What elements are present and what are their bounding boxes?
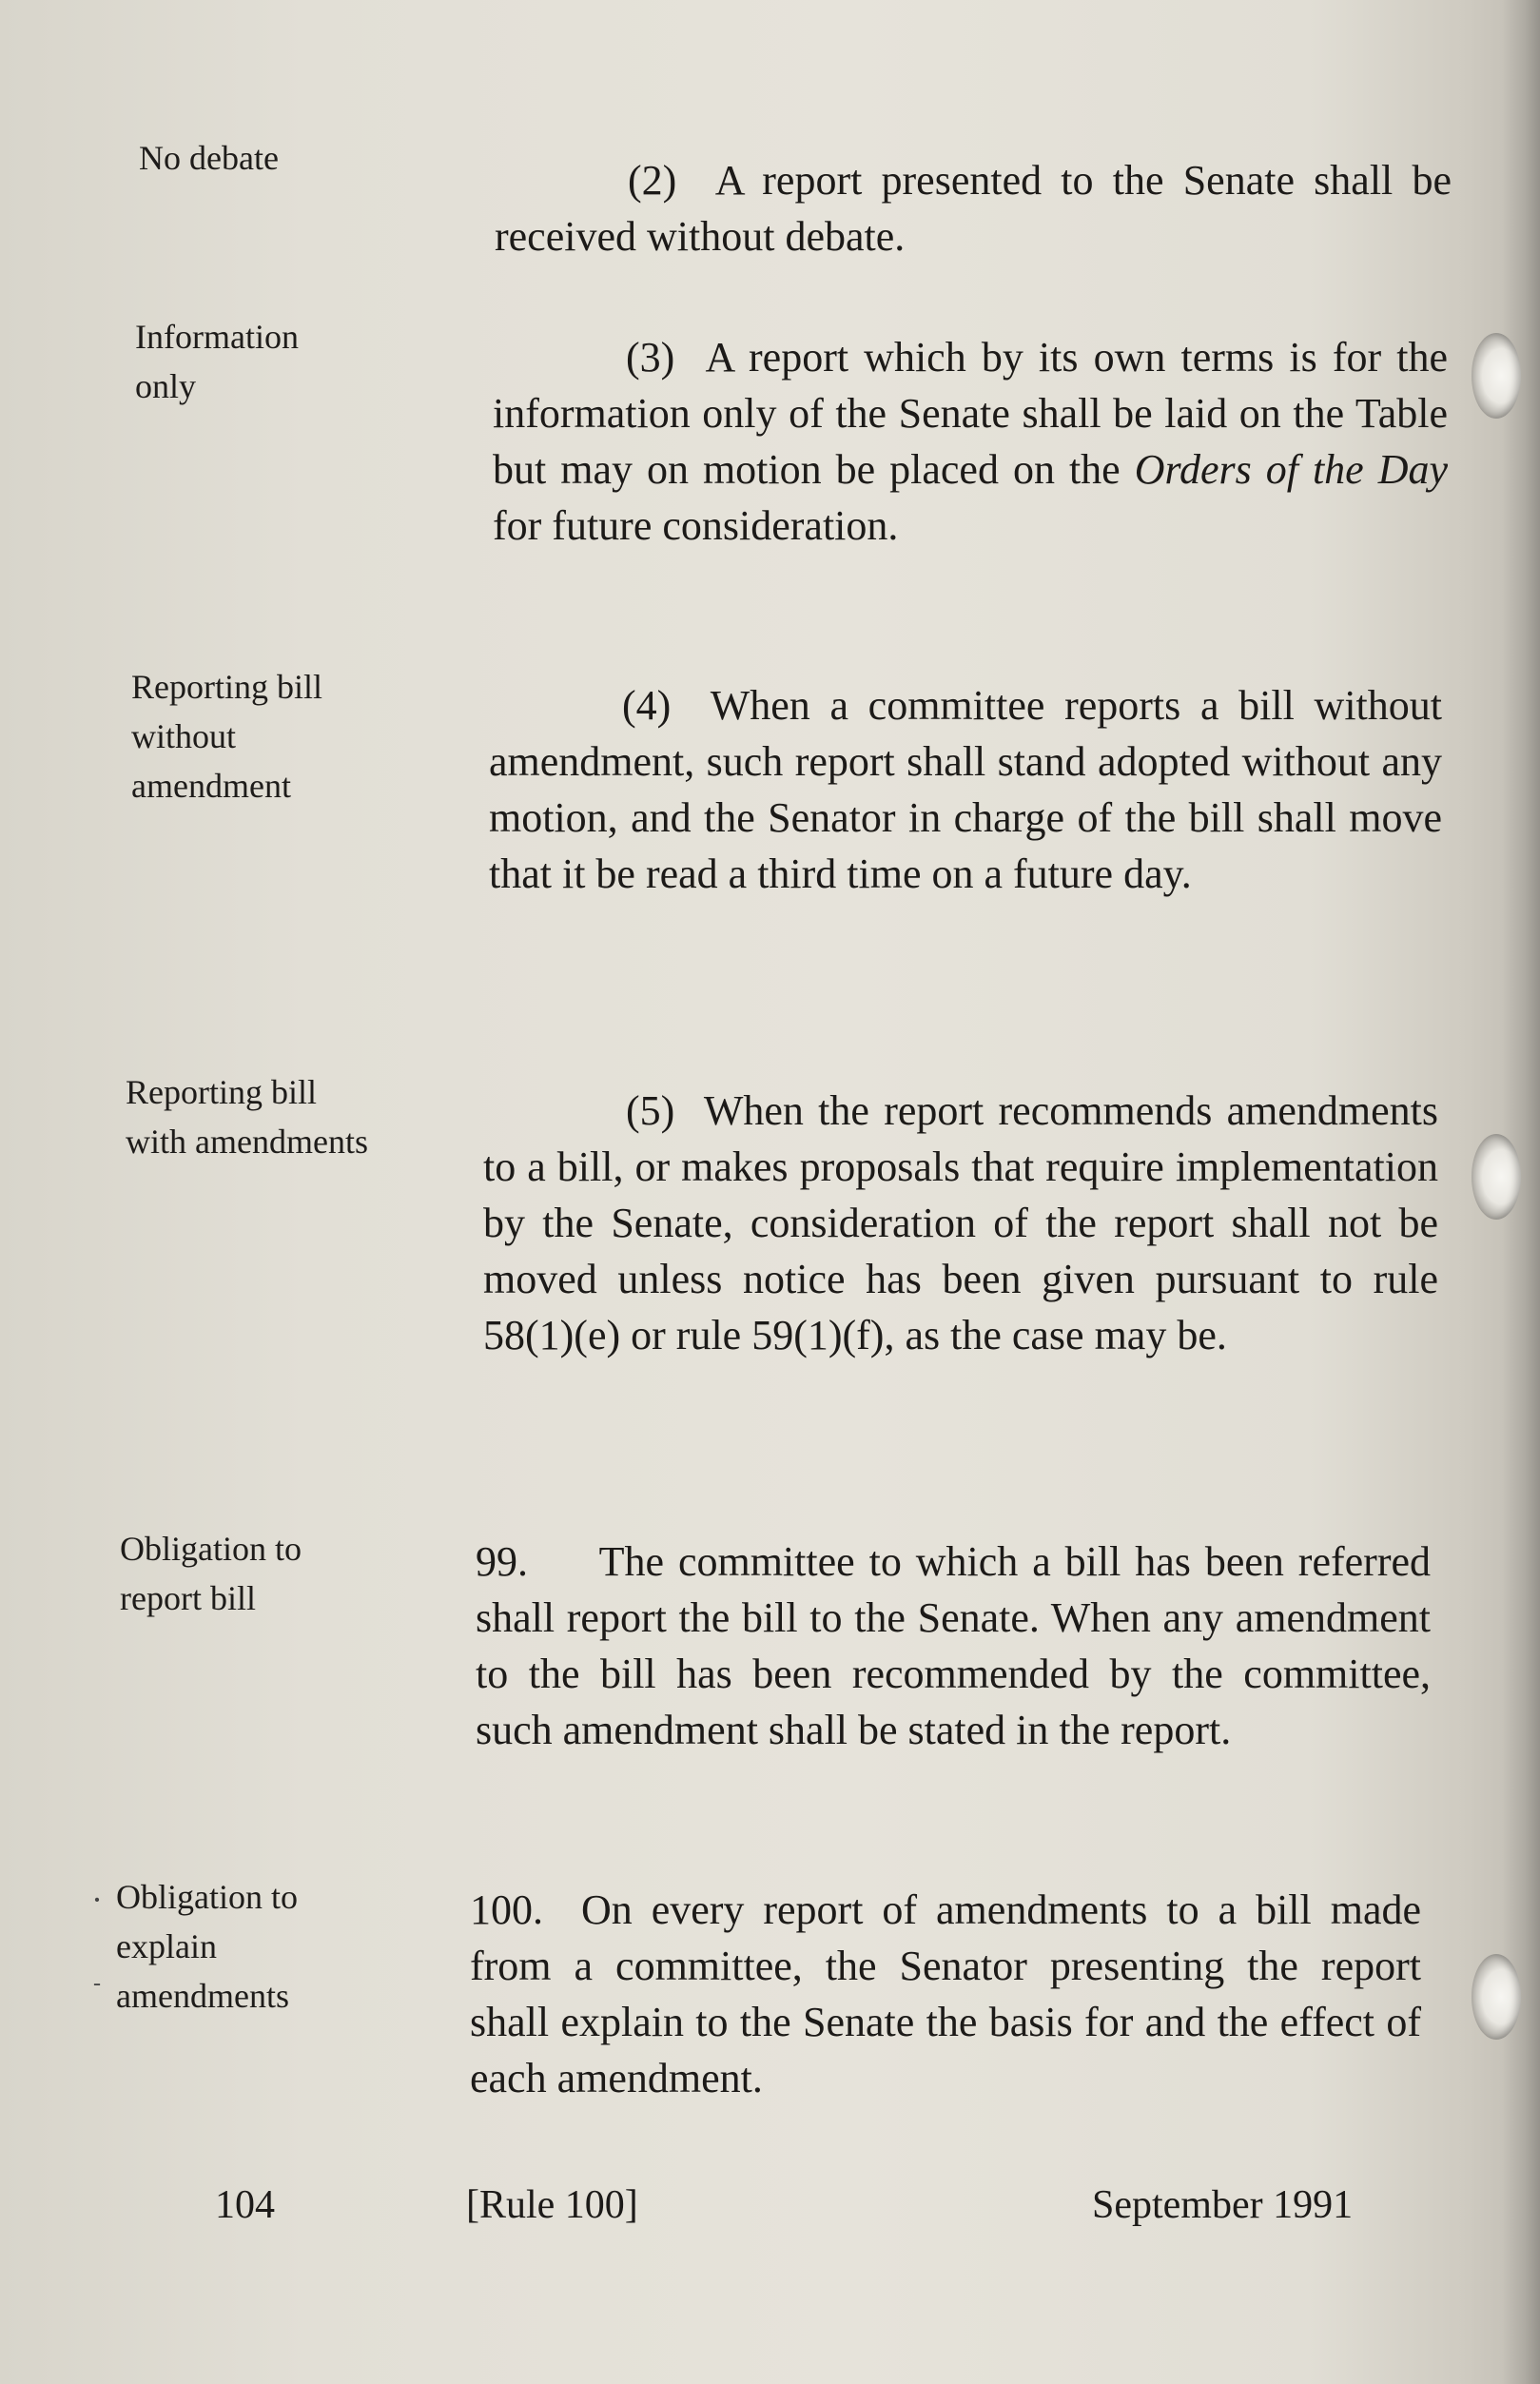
rule-100-text: On every report of amendments to a bill made from a committee, the Senator presenting the report shall explain to the Senate the basis for and the effect of each amendment. bbox=[470, 1886, 1422, 2101]
paragraph-3-label: (3) bbox=[626, 334, 675, 381]
paragraph-4 bbox=[489, 677, 1442, 902]
rule-99-label: 99. bbox=[476, 1538, 528, 1585]
paragraph-2-label: (2) bbox=[628, 157, 677, 204]
footer-date: September 1991 bbox=[1092, 2183, 1354, 2227]
paragraph-2-text: A report presented to the Senate shall be received without debate. bbox=[495, 157, 1452, 260]
binder-hole-top bbox=[1472, 333, 1521, 419]
footer-page-number: 104 bbox=[215, 2183, 275, 2227]
paragraph-3 bbox=[493, 329, 1448, 554]
margin-note-obligation-to-report-bill: Obligation to report bill bbox=[120, 1530, 302, 1617]
rule-99 bbox=[476, 1534, 1431, 1758]
stray-dash-mark: - bbox=[93, 1971, 101, 1996]
paragraph-5-text: When the report recommends amendments to a bill, or makes proposals that require implementation by the Senate, consideration of the report shall not be moved unless notice has been given pursuant to rule 58(1)(e) or rule 59(1)(f), as the case may be. bbox=[483, 1087, 1439, 1358]
binder-hole-bottom bbox=[1472, 1954, 1521, 2040]
margin-note-reporting-bill-with-amendments: Reporting bill with amendments bbox=[126, 1073, 368, 1161]
margin-note-no-debate: No debate bbox=[139, 139, 279, 177]
stray-dot-mark: · bbox=[91, 1881, 103, 1919]
margin-note-reporting-bill-without-amendment: Reporting bill without amendment bbox=[131, 668, 322, 805]
binder-hole-middle bbox=[1472, 1134, 1521, 1220]
footer-rule-reference: [Rule 100] bbox=[466, 2183, 638, 2227]
paragraph-4-label: (4) bbox=[622, 682, 672, 729]
paragraph-5-label: (5) bbox=[626, 1087, 675, 1134]
margin-note-information-only: Information only bbox=[135, 318, 299, 405]
paragraph-5 bbox=[483, 1083, 1438, 1363]
rule-100-label: 100. bbox=[470, 1886, 543, 1933]
margin-note-obligation-to-explain-amendments: Obligation to explain amendments bbox=[116, 1878, 298, 2015]
paragraph-3-text-after: for future consideration. bbox=[493, 502, 899, 549]
rule-99-text: The committee to which a bill has been referred shall report the bill to the Senate. When any amendment to the bill has been recommended by the committee, such amendment shall be stated in the report. bbox=[476, 1538, 1432, 1753]
paragraph-3-italic: Orders of the Day bbox=[1134, 446, 1449, 493]
paragraph-4-text: When a committee reports a bill without amendment, such report shall stand adopted without any motion, and the Senator in charge of the bill shall move that it be read a third time on a future day. bbox=[489, 682, 1442, 897]
paragraph-3-text-before: A report which by its own terms is for the information only of the Senate shall be laid on the Table but may on motion be placed on the bbox=[493, 334, 1449, 493]
paragraph-2 bbox=[495, 152, 1452, 264]
rule-100 bbox=[470, 1882, 1421, 2106]
